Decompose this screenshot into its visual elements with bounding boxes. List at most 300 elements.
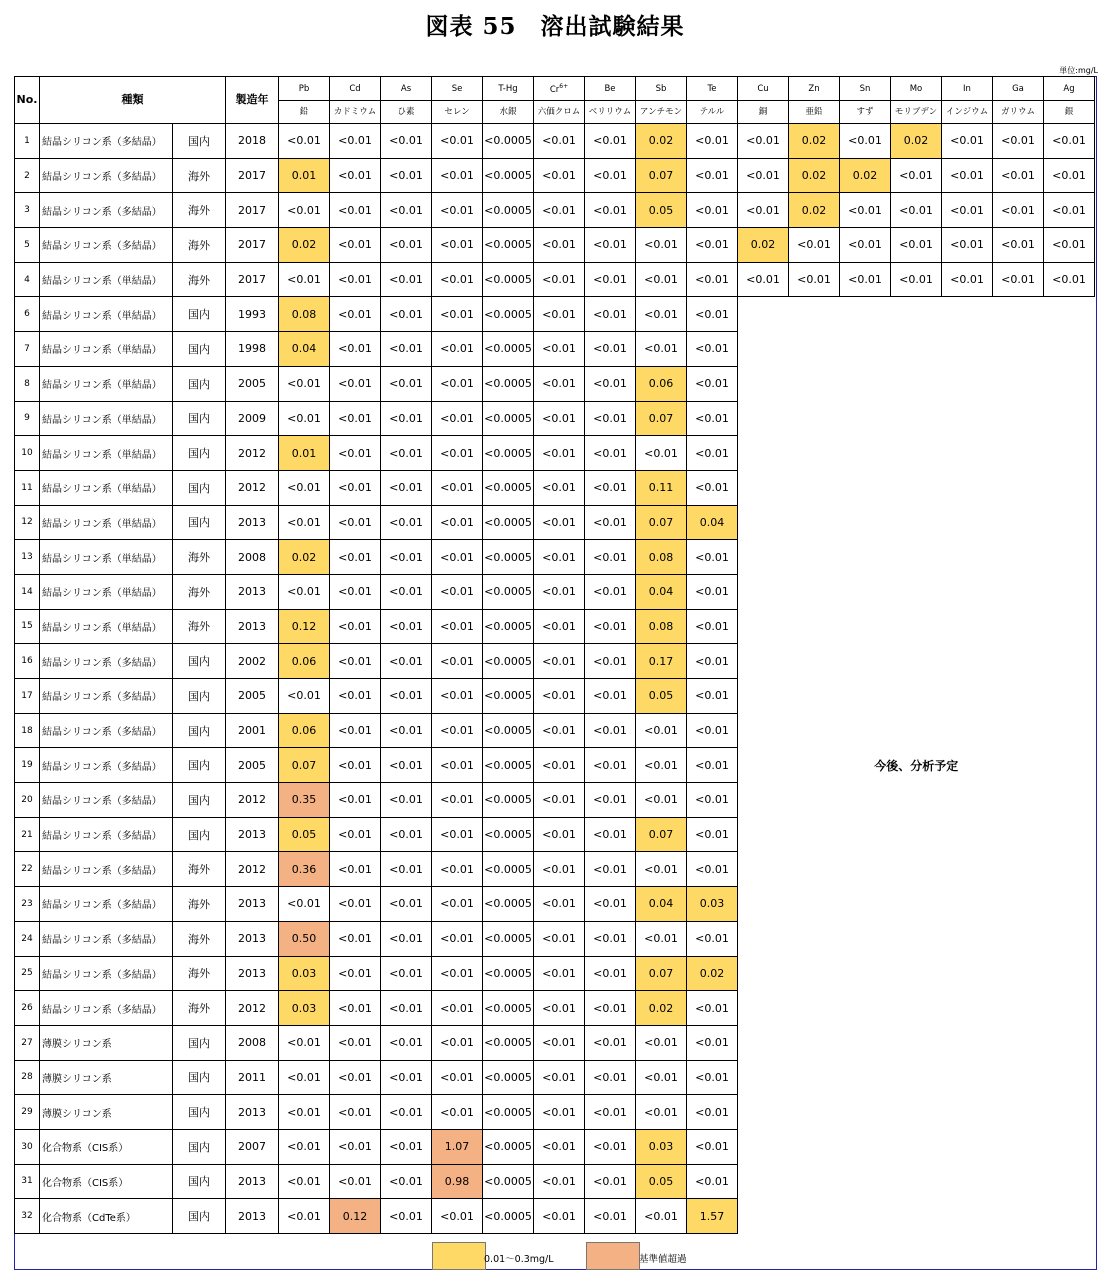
- legend-orange-swatch: [586, 1242, 640, 1270]
- value-cell: 0.05: [636, 679, 687, 714]
- row-number: 22: [15, 852, 40, 887]
- header-element-name: ガリウム: [993, 101, 1044, 124]
- value-cell: <0.01: [687, 436, 738, 471]
- value-cell: <0.01: [1044, 193, 1095, 228]
- value-cell: 0.02: [891, 124, 942, 159]
- row-year: 2012: [226, 436, 279, 471]
- value-cell: <0.01: [534, 470, 585, 505]
- value-cell: <0.01: [381, 748, 432, 783]
- header-element-symbol: $Cr^{6+}$: [534, 77, 585, 101]
- value-cell: 0.02: [840, 158, 891, 193]
- value-cell: <0.01: [432, 609, 483, 644]
- value-cell: <0.01: [381, 852, 432, 887]
- header-element-symbol: Se: [432, 77, 483, 101]
- value-cell: 0.04: [636, 574, 687, 609]
- row-number: 15: [15, 609, 40, 644]
- value-cell: <0.01: [330, 401, 381, 436]
- row-year: 2012: [226, 991, 279, 1026]
- value-cell: <0.01: [279, 193, 330, 228]
- value-cell: 0.04: [687, 505, 738, 540]
- value-cell: <0.01: [534, 193, 585, 228]
- value-cell: <0.01: [279, 887, 330, 922]
- row-kind: 結晶シリコン系（多結晶）: [40, 713, 173, 748]
- value-cell: <0.01: [534, 644, 585, 679]
- value-cell: <0.01: [381, 366, 432, 401]
- value-cell: <0.01: [432, 1095, 483, 1130]
- row-number: 28: [15, 1060, 40, 1095]
- value-cell: <0.01: [381, 574, 432, 609]
- value-cell: <0.01: [1044, 158, 1095, 193]
- value-cell: <0.0005: [483, 783, 534, 818]
- row-year: 2013: [226, 574, 279, 609]
- value-cell: 0.02: [636, 124, 687, 159]
- value-cell: <0.01: [687, 158, 738, 193]
- value-cell: 0.01: [279, 158, 330, 193]
- value-cell: <0.0005: [483, 228, 534, 263]
- value-cell: <0.01: [1044, 228, 1095, 263]
- value-cell: <0.01: [330, 436, 381, 471]
- row-number: 16: [15, 644, 40, 679]
- row-number: 14: [15, 574, 40, 609]
- value-cell: <0.01: [534, 332, 585, 367]
- value-cell: <0.01: [330, 887, 381, 922]
- value-cell: <0.01: [738, 262, 789, 297]
- row-year: 2017: [226, 158, 279, 193]
- row-origin: 海外: [173, 852, 226, 887]
- value-cell: <0.01: [534, 1095, 585, 1130]
- value-cell: <0.01: [585, 228, 636, 263]
- value-cell: <0.01: [687, 748, 738, 783]
- header-element-name: インジウム: [942, 101, 993, 124]
- value-cell: <0.01: [585, 332, 636, 367]
- row-origin: 海外: [173, 956, 226, 991]
- value-cell: <0.01: [381, 124, 432, 159]
- row-number: 24: [15, 921, 40, 956]
- row-number: 12: [15, 505, 40, 540]
- value-cell: <0.01: [381, 817, 432, 852]
- row-origin: 国内: [173, 1199, 226, 1234]
- value-cell: <0.01: [687, 1095, 738, 1130]
- value-cell: <0.01: [534, 817, 585, 852]
- value-cell: <0.01: [534, 991, 585, 1026]
- value-cell: <0.01: [381, 1164, 432, 1199]
- value-cell: <0.01: [381, 713, 432, 748]
- value-cell: <0.01: [585, 852, 636, 887]
- value-cell: <0.01: [738, 124, 789, 159]
- value-cell: 0.08: [636, 540, 687, 575]
- value-cell: <0.01: [330, 679, 381, 714]
- row-year: 2013: [226, 505, 279, 540]
- header-year: 製造年: [226, 77, 279, 124]
- row-year: 2005: [226, 366, 279, 401]
- value-cell: <0.01: [585, 991, 636, 1026]
- row-kind: 結晶シリコン系（単結晶）: [40, 505, 173, 540]
- leaching-test-table: [14, 76, 1095, 1234]
- page-title: 図表 55 溶出試験結果: [425, 13, 685, 40]
- value-cell: <0.01: [534, 366, 585, 401]
- row-kind: 結晶シリコン系（多結晶）: [40, 991, 173, 1026]
- row-kind: 結晶シリコン系（単結晶）: [40, 470, 173, 505]
- value-cell: <0.01: [381, 262, 432, 297]
- row-kind: 薄膜シリコン系: [40, 1060, 173, 1095]
- value-cell: <0.01: [687, 470, 738, 505]
- value-cell: <0.0005: [483, 540, 534, 575]
- row-year: 1993: [226, 297, 279, 332]
- row-kind: 結晶シリコン系（単結晶）: [40, 574, 173, 609]
- value-cell: <0.01: [585, 366, 636, 401]
- value-cell: <0.0005: [483, 366, 534, 401]
- row-number: 3: [15, 193, 40, 228]
- value-cell: <0.01: [279, 1164, 330, 1199]
- value-cell: <0.01: [636, 713, 687, 748]
- value-cell: 0.36: [279, 852, 330, 887]
- value-cell: <0.01: [330, 609, 381, 644]
- value-cell: 0.04: [279, 332, 330, 367]
- value-cell: <0.01: [330, 332, 381, 367]
- value-cell: 0.06: [279, 644, 330, 679]
- value-cell: <0.01: [534, 1164, 585, 1199]
- value-cell: <0.01: [432, 887, 483, 922]
- value-cell: <0.01: [432, 1025, 483, 1060]
- value-cell: 0.06: [279, 713, 330, 748]
- row-year: 2007: [226, 1129, 279, 1164]
- value-cell: <0.01: [330, 748, 381, 783]
- row-kind: 結晶シリコン系（単結晶）: [40, 540, 173, 575]
- value-cell: <0.01: [432, 574, 483, 609]
- value-cell: <0.01: [534, 956, 585, 991]
- row-origin: 国内: [173, 505, 226, 540]
- table-header: [15, 77, 1095, 124]
- value-cell: <0.01: [534, 297, 585, 332]
- row-origin: 国内: [173, 783, 226, 818]
- row-origin: 国内: [173, 1025, 226, 1060]
- value-cell: <0.01: [330, 124, 381, 159]
- value-cell: <0.01: [534, 852, 585, 887]
- row-kind: 化合物系（CIS系）: [40, 1164, 173, 1199]
- value-cell: <0.01: [534, 783, 585, 818]
- value-cell: <0.01: [636, 297, 687, 332]
- value-cell: 0.05: [636, 193, 687, 228]
- value-cell: 0.06: [636, 366, 687, 401]
- value-cell: <0.01: [636, 436, 687, 471]
- legend-yellow-label: 0.01～0.3mg/L: [484, 1254, 554, 1265]
- value-cell: <0.01: [585, 505, 636, 540]
- value-cell: <0.01: [432, 297, 483, 332]
- value-cell: 0.12: [279, 609, 330, 644]
- row-number: 8: [15, 366, 40, 401]
- row-year: 2018: [226, 124, 279, 159]
- value-cell: <0.0005: [483, 1199, 534, 1234]
- value-cell: <0.0005: [483, 124, 534, 159]
- row-year: 2013: [226, 887, 279, 922]
- value-cell: <0.01: [942, 158, 993, 193]
- value-cell: <0.01: [432, 921, 483, 956]
- value-cell: 0.02: [687, 956, 738, 991]
- value-cell: <0.01: [279, 505, 330, 540]
- value-cell: <0.01: [534, 679, 585, 714]
- value-cell: <0.01: [279, 679, 330, 714]
- value-cell: <0.01: [381, 609, 432, 644]
- row-year: 2013: [226, 609, 279, 644]
- header-element-symbol: Cd: [330, 77, 381, 101]
- row-origin: 国内: [173, 644, 226, 679]
- value-cell: 0.07: [636, 158, 687, 193]
- value-cell: <0.01: [585, 679, 636, 714]
- value-cell: 0.02: [279, 228, 330, 263]
- value-cell: <0.01: [687, 817, 738, 852]
- value-cell: <0.01: [942, 193, 993, 228]
- header-element-symbol: Zn: [789, 77, 840, 101]
- value-cell: 0.03: [279, 956, 330, 991]
- row-number: 31: [15, 1164, 40, 1199]
- row-year: 2017: [226, 262, 279, 297]
- row-kind: 結晶シリコン系（単結晶）: [40, 262, 173, 297]
- row-year: 2013: [226, 1199, 279, 1234]
- value-cell: <0.01: [432, 991, 483, 1026]
- value-cell: <0.01: [381, 1199, 432, 1234]
- value-cell: <0.01: [789, 262, 840, 297]
- value-cell: <0.01: [585, 1025, 636, 1060]
- row-number: 21: [15, 817, 40, 852]
- value-cell: <0.01: [636, 1199, 687, 1234]
- row-year: 2012: [226, 852, 279, 887]
- value-cell: <0.01: [687, 540, 738, 575]
- value-cell: <0.01: [330, 505, 381, 540]
- value-cell: 0.07: [636, 817, 687, 852]
- row-origin: 海外: [173, 540, 226, 575]
- value-cell: <0.01: [687, 1025, 738, 1060]
- value-cell: <0.01: [330, 644, 381, 679]
- row-number: 4: [15, 262, 40, 297]
- header-element-name: セレン: [432, 101, 483, 124]
- value-cell: <0.01: [381, 297, 432, 332]
- row-origin: 国内: [173, 297, 226, 332]
- value-cell: <0.01: [534, 262, 585, 297]
- row-number: 18: [15, 713, 40, 748]
- value-cell: <0.01: [1044, 262, 1095, 297]
- value-cell: <0.01: [687, 1164, 738, 1199]
- value-cell: <0.01: [432, 262, 483, 297]
- value-cell: <0.0005: [483, 713, 534, 748]
- header-element-symbol: As: [381, 77, 432, 101]
- row-number: 29: [15, 1095, 40, 1130]
- value-cell: <0.01: [789, 228, 840, 263]
- row-origin: 国内: [173, 436, 226, 471]
- row-origin: 国内: [173, 817, 226, 852]
- header-element-name: アンチモン: [636, 101, 687, 124]
- row-origin: 海外: [173, 262, 226, 297]
- value-cell: <0.01: [381, 158, 432, 193]
- row-origin: 国内: [173, 366, 226, 401]
- value-cell: <0.01: [636, 748, 687, 783]
- row-number: 10: [15, 436, 40, 471]
- value-cell: <0.01: [534, 609, 585, 644]
- value-cell: <0.01: [432, 470, 483, 505]
- value-cell: <0.01: [432, 956, 483, 991]
- row-kind: 結晶シリコン系（多結晶）: [40, 644, 173, 679]
- value-cell: 0.02: [789, 193, 840, 228]
- value-cell: <0.01: [330, 540, 381, 575]
- row-number: 13: [15, 540, 40, 575]
- value-cell: <0.01: [942, 124, 993, 159]
- value-cell: <0.01: [891, 193, 942, 228]
- value-cell: <0.01: [585, 297, 636, 332]
- value-cell: <0.01: [432, 644, 483, 679]
- row-origin: 国内: [173, 679, 226, 714]
- row-kind: 薄膜シリコン系: [40, 1095, 173, 1130]
- value-cell: <0.01: [330, 817, 381, 852]
- value-cell: <0.01: [534, 574, 585, 609]
- value-cell: <0.01: [330, 1095, 381, 1130]
- value-cell: <0.01: [993, 158, 1044, 193]
- value-cell: <0.01: [279, 401, 330, 436]
- value-cell: <0.01: [330, 956, 381, 991]
- row-number: 20: [15, 783, 40, 818]
- row-origin: 国内: [173, 332, 226, 367]
- value-cell: <0.01: [636, 1095, 687, 1130]
- row-number: 1: [15, 124, 40, 159]
- header-element-name: ひ素: [381, 101, 432, 124]
- value-cell: <0.01: [687, 1129, 738, 1164]
- value-cell: <0.01: [687, 228, 738, 263]
- value-cell: <0.01: [381, 228, 432, 263]
- value-cell: <0.01: [585, 262, 636, 297]
- row-year: 2008: [226, 1025, 279, 1060]
- row-kind: 結晶シリコン系（単結晶）: [40, 401, 173, 436]
- header-element-name: 水銀: [483, 101, 534, 124]
- value-cell: <0.01: [432, 158, 483, 193]
- value-cell: <0.01: [432, 1199, 483, 1234]
- header-element-name: テルル: [687, 101, 738, 124]
- value-cell: <0.01: [687, 297, 738, 332]
- row-kind: 化合物系（CdTe系）: [40, 1199, 173, 1234]
- row-number: 17: [15, 679, 40, 714]
- value-cell: <0.01: [738, 158, 789, 193]
- header-element-symbol: Mo: [891, 77, 942, 101]
- value-cell: <0.01: [993, 124, 1044, 159]
- row-number: 32: [15, 1199, 40, 1234]
- row-kind: 薄膜シリコン系: [40, 1025, 173, 1060]
- value-cell: <0.01: [585, 1129, 636, 1164]
- value-cell: <0.01: [534, 401, 585, 436]
- row-number: 9: [15, 401, 40, 436]
- value-cell: <0.01: [687, 609, 738, 644]
- row-number: 27: [15, 1025, 40, 1060]
- value-cell: <0.01: [891, 158, 942, 193]
- row-kind: 結晶シリコン系（単結晶）: [40, 436, 173, 471]
- value-cell: <0.0005: [483, 852, 534, 887]
- value-cell: <0.0005: [483, 644, 534, 679]
- value-cell: <0.01: [636, 332, 687, 367]
- header-kind: 種類: [40, 77, 226, 124]
- value-cell: <0.01: [534, 1129, 585, 1164]
- value-cell: <0.01: [330, 262, 381, 297]
- row-kind: 結晶シリコン系（多結晶）: [40, 193, 173, 228]
- value-cell: <0.01: [381, 679, 432, 714]
- value-cell: <0.0005: [483, 193, 534, 228]
- header-element-symbol: Cu: [738, 77, 789, 101]
- header-element-symbol: Te: [687, 77, 738, 101]
- value-cell: <0.0005: [483, 436, 534, 471]
- row-kind: 結晶シリコン系（多結晶）: [40, 228, 173, 263]
- row-year: 2002: [226, 644, 279, 679]
- value-cell: <0.01: [942, 228, 993, 263]
- value-cell: <0.01: [432, 852, 483, 887]
- table-row: [15, 124, 1095, 159]
- value-cell: <0.01: [381, 956, 432, 991]
- row-kind: 結晶シリコン系（単結晶）: [40, 332, 173, 367]
- value-cell: <0.01: [585, 470, 636, 505]
- row-year: 2013: [226, 817, 279, 852]
- value-cell: <0.01: [687, 783, 738, 818]
- value-cell: <0.01: [432, 401, 483, 436]
- value-cell: <0.01: [534, 921, 585, 956]
- value-cell: <0.01: [840, 193, 891, 228]
- value-cell: <0.01: [534, 436, 585, 471]
- value-cell: <0.01: [330, 228, 381, 263]
- value-cell: 0.02: [789, 158, 840, 193]
- value-cell: <0.01: [840, 124, 891, 159]
- value-cell: <0.01: [381, 1129, 432, 1164]
- value-cell: 0.03: [687, 887, 738, 922]
- row-year: 2008: [226, 540, 279, 575]
- value-cell: 0.50: [279, 921, 330, 956]
- row-origin: 海外: [173, 609, 226, 644]
- row-origin: 国内: [173, 713, 226, 748]
- value-cell: <0.01: [687, 1060, 738, 1095]
- value-cell: <0.01: [279, 124, 330, 159]
- value-cell: <0.01: [330, 470, 381, 505]
- value-cell: <0.01: [534, 713, 585, 748]
- value-cell: <0.01: [585, 713, 636, 748]
- value-cell: <0.01: [840, 262, 891, 297]
- value-cell: <0.01: [381, 401, 432, 436]
- row-kind: 結晶シリコン系（多結晶）: [40, 158, 173, 193]
- value-cell: <0.01: [942, 262, 993, 297]
- value-cell: 0.05: [636, 1164, 687, 1199]
- value-cell: <0.0005: [483, 921, 534, 956]
- value-cell: <0.01: [534, 1199, 585, 1234]
- header-element-symbol: Ga: [993, 77, 1044, 101]
- row-year: 2005: [226, 679, 279, 714]
- value-cell: <0.01: [585, 574, 636, 609]
- row-origin: 海外: [173, 193, 226, 228]
- value-cell: <0.01: [585, 644, 636, 679]
- header-element-symbol: Be: [585, 77, 636, 101]
- value-cell: 0.07: [636, 401, 687, 436]
- value-cell: <0.01: [840, 228, 891, 263]
- row-kind: 結晶シリコン系（多結晶）: [40, 956, 173, 991]
- row-origin: 国内: [173, 470, 226, 505]
- value-cell: <0.01: [330, 852, 381, 887]
- value-cell: <0.01: [330, 574, 381, 609]
- value-cell: <0.01: [993, 193, 1044, 228]
- value-cell: <0.01: [993, 262, 1044, 297]
- value-cell: <0.01: [534, 748, 585, 783]
- row-kind: 化合物系（CIS系）: [40, 1129, 173, 1164]
- row-year: 2012: [226, 783, 279, 818]
- value-cell: <0.01: [432, 713, 483, 748]
- value-cell: 1.07: [432, 1129, 483, 1164]
- value-cell: <0.01: [330, 1164, 381, 1199]
- header-element-name: モリブデン: [891, 101, 942, 124]
- value-cell: <0.01: [585, 1095, 636, 1130]
- value-cell: <0.01: [687, 193, 738, 228]
- row-origin: 海外: [173, 574, 226, 609]
- row-year: 2001: [226, 713, 279, 748]
- row-year: 2012: [226, 470, 279, 505]
- value-cell: <0.01: [585, 124, 636, 159]
